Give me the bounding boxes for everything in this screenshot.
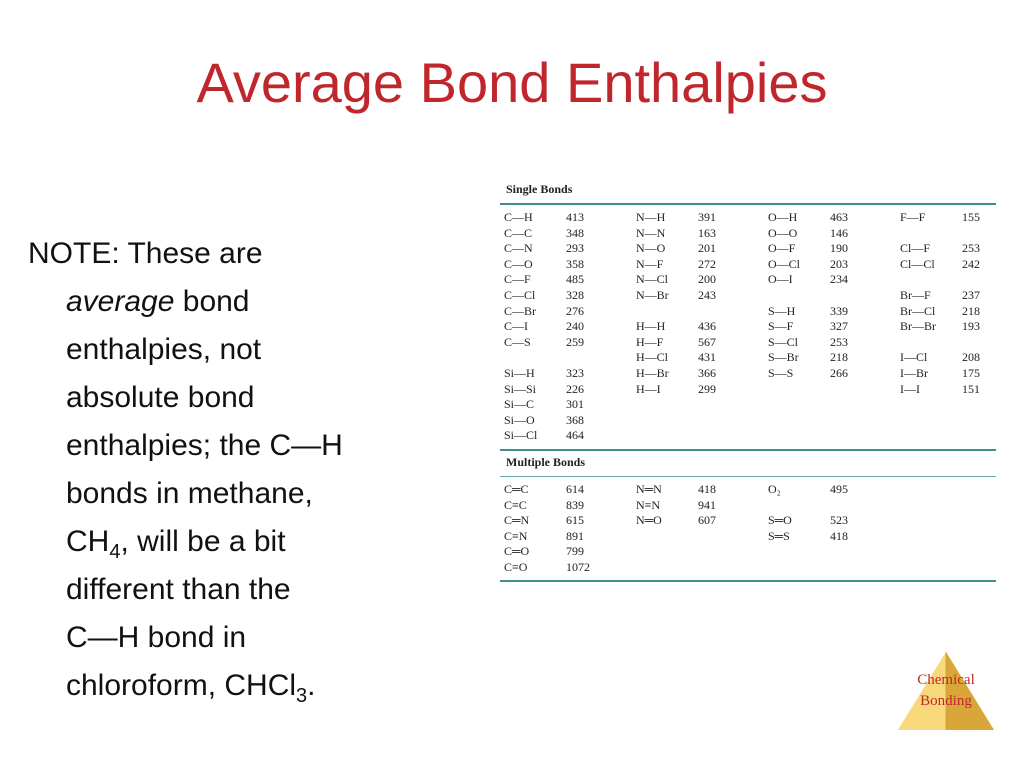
bond-label: Si—C	[504, 397, 535, 412]
bond-label	[636, 544, 698, 560]
bond-enthalpy-value: 891	[566, 528, 584, 543]
bond-enthalpy-value: 941	[698, 497, 716, 512]
note-line: different than the	[66, 573, 291, 606]
single-bonds-grid	[500, 205, 996, 449]
note-line	[28, 662, 458, 710]
bond-enthalpy-value	[830, 544, 900, 560]
bond-enthalpy-value	[830, 498, 900, 514]
bond-enthalpy-value	[962, 498, 1000, 514]
bond-enthalpy-value: 218	[830, 350, 848, 365]
bond-enthalpy-value: 418	[830, 528, 848, 543]
bond-enthalpy-value	[830, 382, 900, 398]
bond-enthalpy-value: 237	[962, 287, 980, 302]
bond-label: I—Cl	[900, 350, 928, 365]
note-subscript: 4	[109, 541, 121, 563]
bond-label: C═N	[504, 513, 530, 528]
badge-line: Bonding	[920, 693, 972, 709]
bond-label: C—F	[504, 272, 531, 287]
bond-enthalpy-value: 607	[698, 513, 716, 528]
bond-enthalpy-value: 175	[962, 365, 980, 380]
page-title: Average Bond Enthalpies	[196, 51, 828, 114]
bond-label	[768, 288, 830, 304]
bond-label: N—F	[636, 256, 664, 271]
bond-enthalpy-value	[830, 397, 900, 413]
bond-label: C—S	[504, 334, 531, 349]
bond-label: O—H	[768, 210, 798, 224]
bond-label	[768, 560, 830, 576]
bond-label: C—N	[504, 241, 533, 256]
note-line: NOTE: These are	[28, 237, 263, 270]
bond-enthalpy-value: 226	[566, 381, 584, 396]
note-subscript: 3	[296, 685, 308, 707]
bond-label: Br—Br	[900, 319, 936, 334]
bond-label	[636, 529, 698, 545]
bond-label: N—Cl	[636, 272, 669, 287]
bond-enthalpy-value	[698, 544, 768, 560]
note-line: bonds in methane,	[66, 477, 313, 510]
note-line	[28, 518, 458, 566]
bond-label: C≡O	[504, 559, 528, 574]
bond-enthalpy-value	[962, 428, 1000, 444]
bond-label: Si—O	[504, 412, 535, 427]
bond-enthalpy-value	[962, 529, 1000, 545]
bond-label: C—Br	[504, 303, 537, 318]
bond-label	[768, 397, 830, 413]
bond-label: S—S	[768, 365, 794, 380]
bond-enthalpy-value	[566, 350, 636, 366]
bond-label: H—H	[636, 319, 666, 334]
bond-enthalpy-value	[962, 513, 1000, 529]
bond-label: H—Br	[636, 365, 669, 380]
bond-enthalpy-value	[830, 560, 900, 576]
bond-label: O—Cl	[768, 256, 801, 271]
bond-enthalpy-value: 193	[962, 319, 980, 334]
bond-label	[768, 428, 830, 444]
bond-label: S—H	[768, 303, 796, 318]
note-line: enthalpies; the C—H	[66, 429, 343, 462]
bond-enthalpy-value: 368	[566, 412, 584, 427]
bond-label	[768, 544, 830, 560]
bond-label: Cl—F	[900, 241, 931, 256]
bond-enthalpy-value: 203	[830, 256, 848, 271]
bond-enthalpy-value: 301	[566, 397, 584, 412]
bond-label	[504, 350, 566, 366]
bond-label: Si—Si	[504, 381, 537, 396]
bond-label: H—F	[636, 334, 664, 349]
bond-enthalpy-value: 243	[698, 287, 716, 302]
bond-enthalpy-value: 190	[830, 241, 848, 256]
bond-enthalpy-value: 327	[830, 319, 848, 334]
note-line	[28, 278, 458, 326]
bond-label: N—O	[636, 241, 666, 256]
bond-label: S—Br	[768, 350, 799, 365]
bond-label: Si—Cl	[504, 428, 538, 443]
bond-label: N═O	[636, 513, 662, 528]
bond-enthalpy-value	[698, 304, 768, 320]
bond-label: C—H	[504, 210, 533, 224]
bond-enthalpy-value	[698, 560, 768, 576]
bond-enthalpy-value: 240	[566, 319, 584, 334]
multiple-bonds-grid	[500, 477, 996, 581]
bond-label: C≡C	[504, 497, 527, 512]
bond-enthalpy-value: 272	[698, 256, 716, 271]
bond-enthalpy-value: 234	[830, 272, 848, 287]
bond-enthalpy-value: 418	[698, 481, 716, 496]
bond-enthalpy-value: 348	[566, 225, 584, 240]
bond-label: O—F	[768, 241, 796, 256]
bond-label: Br—F	[900, 287, 931, 302]
bond-label	[900, 529, 962, 545]
bond-label: N—Br	[636, 287, 669, 302]
bond-enthalpy-value: 839	[566, 497, 584, 512]
bond-label: H—I	[636, 381, 661, 396]
note-fragment: CH	[66, 525, 110, 558]
bond-enthalpy-value	[962, 226, 1000, 242]
bond-label: N—N	[636, 225, 666, 240]
bond-label: H—Cl	[636, 350, 669, 365]
note-fragment: .	[307, 669, 316, 702]
bond-enthalpy-value	[698, 413, 768, 429]
note-emphasis: average	[66, 285, 175, 318]
badge-label	[896, 670, 996, 712]
bond-label	[900, 482, 962, 498]
bond-label: N—H	[636, 210, 666, 224]
bond-label: O₂	[768, 481, 781, 496]
bond-enthalpy-value: 266	[830, 365, 848, 380]
bond-label	[900, 226, 962, 242]
bond-enthalpy-value	[698, 428, 768, 444]
note-fragment: bond	[174, 285, 250, 318]
bond-label: O—O	[768, 225, 798, 240]
bond-label: C—I	[504, 319, 528, 334]
bond-enthalpy-value: 259	[566, 334, 584, 349]
bond-enthalpy-value: 151	[962, 381, 980, 396]
bond-enthalpy-value: 218	[962, 303, 980, 318]
bond-label	[900, 272, 962, 288]
bond-enthalpy-value	[830, 413, 900, 429]
bond-label	[768, 413, 830, 429]
note-fragment: , will be a bit	[120, 525, 286, 558]
bond-enthalpy-value: 463	[830, 210, 848, 224]
bond-enthalpy-value: 253	[830, 334, 848, 349]
bond-enthalpy-value	[830, 428, 900, 444]
bond-enthalpy-value	[698, 529, 768, 545]
note-line: enthalpies, not	[66, 333, 262, 366]
bond-label: C≡N	[504, 528, 528, 543]
bond-label	[768, 498, 830, 514]
bond-label	[900, 397, 962, 413]
bond-enthalpy-value	[962, 413, 1000, 429]
bond-enthalpy-value: 339	[830, 303, 848, 318]
bond-enthalpy-value: 495	[830, 481, 848, 496]
bond-enthalpy-value: 276	[566, 303, 584, 318]
bond-label: I—I	[900, 381, 920, 396]
multiple-bonds-header: Multiple Bonds	[506, 454, 586, 469]
chemical-bonding-badge	[896, 650, 996, 734]
bond-enthalpy-value: 391	[698, 210, 716, 224]
bond-enthalpy-value: 485	[566, 272, 584, 287]
bond-label: S—Cl	[768, 334, 799, 349]
bond-enthalpy-value: 163	[698, 225, 716, 240]
bond-enthalpy-value: 366	[698, 365, 716, 380]
bond-enthalpy-value: 200	[698, 272, 716, 287]
bond-label: C—C	[504, 225, 533, 240]
bond-label: N═N	[636, 481, 662, 496]
bond-enthalpy-value	[962, 272, 1000, 288]
bond-label	[900, 498, 962, 514]
bond-label: I—Br	[900, 365, 928, 380]
bond-enthalpy-value: 146	[830, 225, 848, 240]
bond-label	[900, 413, 962, 429]
bond-label: N≡N	[636, 497, 661, 512]
bond-enthalpy-value: 567	[698, 334, 716, 349]
section-divider	[500, 580, 996, 582]
note-text	[28, 230, 458, 710]
bond-label: F—F	[900, 210, 926, 224]
bond-label	[900, 513, 962, 529]
bond-label	[768, 382, 830, 398]
bond-label: Si—H	[504, 365, 535, 380]
note-fragment: chloroform, CHCl	[66, 669, 297, 702]
bond-enthalpy-value: 293	[566, 241, 584, 256]
bond-enthalpy-value: 614	[566, 481, 584, 496]
bond-label: S═O	[768, 513, 792, 528]
bond-label	[900, 544, 962, 560]
bond-enthalpy-value	[698, 397, 768, 413]
bond-enthalpy-value: 253	[962, 241, 980, 256]
bond-enthalpy-value	[962, 335, 1000, 351]
bond-label	[900, 428, 962, 444]
bond-enthalpy-value: 523	[830, 513, 848, 528]
bond-enthalpy-value: 155	[962, 210, 980, 224]
bond-enthalpy-value: 299	[698, 381, 716, 396]
bond-enthalpy-value: 431	[698, 350, 716, 365]
bond-enthalpy-value: 413	[566, 210, 584, 224]
bond-label	[636, 560, 698, 576]
bond-enthalpy-value: 615	[566, 513, 584, 528]
bond-enthalpy-value	[962, 482, 1000, 498]
bond-label: Cl—Cl	[900, 256, 935, 271]
bond-label: C—Cl	[504, 287, 536, 302]
bond-label: C═C	[504, 481, 529, 496]
note-line: absolute bond	[66, 381, 255, 414]
bond-label: S═S	[768, 528, 790, 543]
bond-label	[900, 560, 962, 576]
bond-enthalpy-value: 323	[566, 365, 584, 380]
bond-enthalpy-value: 201	[698, 241, 716, 256]
bond-enthalpy-value: 1072	[566, 559, 590, 574]
bond-label: C═O	[504, 544, 530, 559]
bond-label	[636, 428, 698, 444]
single-bonds-header: Single Bonds	[506, 182, 573, 196]
bond-label: C—O	[504, 256, 533, 271]
note-line: C—H bond in	[66, 621, 247, 654]
bond-label	[636, 413, 698, 429]
bond-label: S—F	[768, 319, 794, 334]
bond-label: O—I	[768, 272, 793, 287]
bond-label	[900, 335, 962, 351]
bond-enthalpy-value: 328	[566, 287, 584, 302]
bond-enthalpy-value: 358	[566, 256, 584, 271]
bond-enthalpy-value: 464	[566, 428, 584, 443]
bond-enthalpy-value	[830, 288, 900, 304]
bond-enthalpy-value	[962, 397, 1000, 413]
bond-label	[636, 397, 698, 413]
bond-enthalpy-value: 242	[962, 256, 980, 271]
bond-label: Br—Cl	[900, 303, 936, 318]
badge-line: Chemical	[917, 672, 975, 688]
bond-enthalpy-value: 436	[698, 319, 716, 334]
bond-enthalpy-value	[962, 544, 1000, 560]
bond-enthalpy-value: 799	[566, 544, 584, 559]
bond-enthalpy-value: 208	[962, 350, 980, 365]
bond-enthalpy-value	[962, 560, 1000, 576]
bond-enthalpy-table	[500, 178, 996, 582]
bond-label	[636, 304, 698, 320]
